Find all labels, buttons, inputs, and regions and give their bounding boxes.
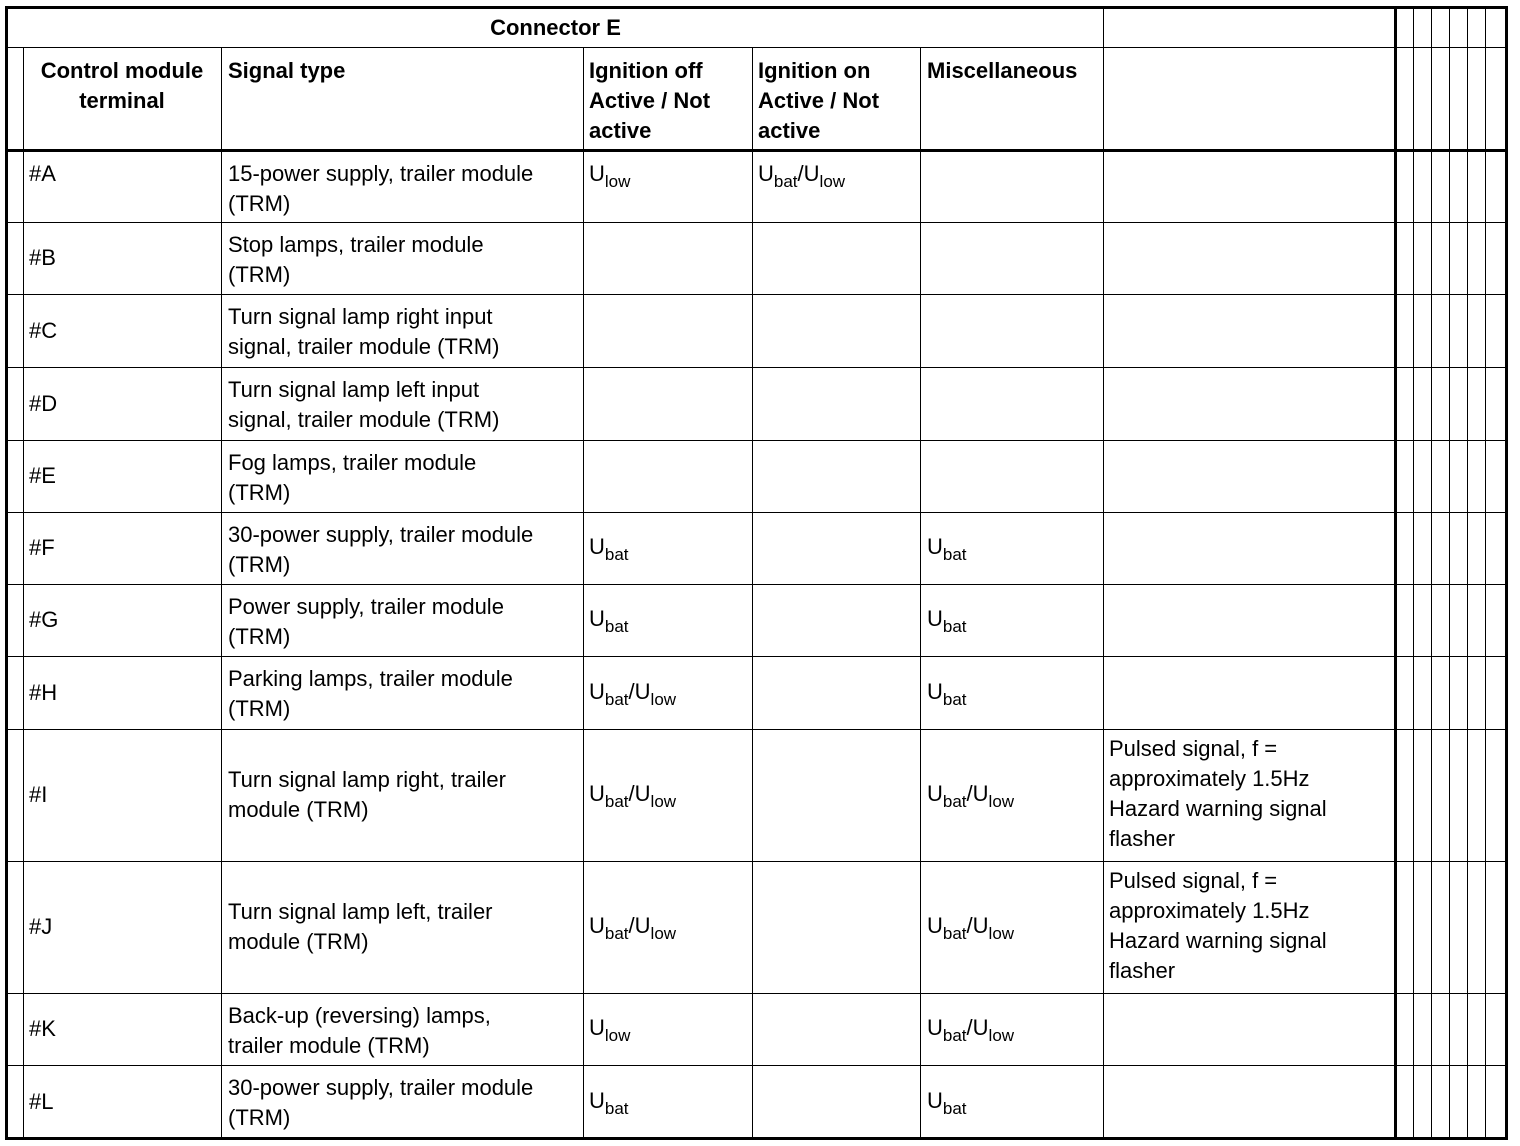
row-divider: [8, 861, 1506, 862]
note-line: flasher: [1109, 958, 1176, 983]
ignition-off-value: [589, 584, 629, 656]
voltage-symbol: U: [634, 913, 651, 938]
row-divider: [8, 993, 1506, 994]
terminal-cell: #I: [29, 782, 48, 807]
header-ign-on-line: active: [758, 118, 821, 143]
voltage-subscript: low: [988, 1026, 1015, 1045]
voltage-value: [927, 911, 1014, 943]
voltage-symbol: U: [589, 781, 605, 806]
voltage-value: [589, 161, 631, 191]
miscellaneous-value: [927, 584, 967, 656]
voltage-value: [927, 604, 967, 636]
revision-column-divider: [1467, 8, 1468, 1138]
separator: /: [628, 678, 635, 704]
margin-column-divider: [23, 48, 24, 1138]
miscellaneous-value: [927, 656, 967, 729]
voltage-value: [589, 1013, 630, 1045]
signal-line: (TRM): [228, 480, 291, 505]
revision-column-divider: [1485, 8, 1486, 1138]
header-ignition-off: [589, 56, 710, 146]
signal-type-cell: [228, 230, 484, 290]
signal-line: Turn signal lamp right, trailer: [228, 767, 506, 792]
voltage-value: [927, 1086, 967, 1118]
note-cell: [1109, 734, 1327, 854]
signal-type-cell: [228, 1001, 491, 1061]
signal-line: (TRM): [228, 191, 291, 216]
voltage-symbol: U: [589, 534, 605, 559]
ign-off-column-divider: [583, 48, 584, 1138]
revision-column-divider: [1449, 8, 1450, 1138]
voltage-symbol: U: [758, 161, 774, 186]
voltage-symbol: U: [927, 1087, 943, 1113]
voltage-subscript: low: [988, 924, 1015, 943]
row-divider: [8, 656, 1506, 657]
note-line: Pulsed signal, f =: [1109, 736, 1278, 761]
signal-type-cell: [228, 592, 504, 652]
voltage-symbol: U: [927, 534, 943, 559]
voltage-value: [927, 1013, 1014, 1045]
signal-line: Parking lamps, trailer module: [228, 666, 513, 691]
terminal-cell: #H: [29, 679, 58, 705]
voltage-symbol: U: [589, 161, 605, 186]
row-divider: [8, 1065, 1506, 1066]
row-divider: [8, 440, 1506, 441]
voltage-value: [589, 532, 629, 564]
voltage-subscript: low: [604, 1026, 631, 1045]
voltage-subscript: low: [988, 792, 1015, 811]
separator: /: [966, 1015, 973, 1040]
misc-column-divider: [920, 48, 921, 1138]
header-ign-off-line: Active / Not: [589, 88, 711, 113]
header-ign-off-line: Ignition off: [589, 58, 703, 83]
signal-line: (TRM): [228, 624, 291, 649]
voltage-subscript: low: [650, 792, 677, 811]
voltage-symbol: U: [972, 1015, 989, 1040]
note-line: approximately 1.5Hz: [1109, 898, 1310, 923]
signal-type-cell: [228, 448, 476, 508]
separator: /: [966, 781, 973, 806]
signal-line: trailer module (TRM): [228, 1033, 430, 1058]
voltage-symbol: U: [589, 1087, 605, 1113]
signal-line: (TRM): [228, 1105, 291, 1130]
header-terminal-line: terminal: [79, 88, 165, 113]
signal-type-cell: [228, 897, 493, 957]
voltage-symbol: U: [803, 161, 820, 186]
note-column-divider: [1103, 8, 1104, 1138]
revision-column-divider: [1431, 8, 1432, 1138]
row-divider: [8, 222, 1506, 223]
ignition-off-value: [589, 861, 676, 993]
note-line: flasher: [1109, 826, 1176, 851]
voltage-subscript: bat: [942, 1026, 967, 1045]
voltage-subscript: low: [650, 924, 677, 943]
note-line: Hazard warning signal: [1109, 796, 1327, 821]
signal-line: Turn signal lamp left input: [228, 377, 480, 402]
voltage-subscript: low: [819, 172, 846, 191]
note-line: Pulsed signal, f =: [1109, 868, 1278, 893]
signal-line: 30-power supply, trailer module: [228, 522, 534, 547]
voltage-symbol: U: [927, 913, 943, 938]
voltage-subscript: bat: [942, 924, 967, 943]
signal-line: 30-power supply, trailer module: [228, 1075, 534, 1100]
ignition-off-value: [589, 159, 630, 230]
header-ignition-on: [758, 56, 879, 146]
terminal-cell: #E: [29, 463, 56, 488]
terminal-cell: #F: [29, 535, 55, 560]
voltage-value: [589, 604, 629, 636]
signal-line: module (TRM): [228, 797, 369, 822]
signal-line: Turn signal lamp left, trailer: [228, 899, 493, 924]
revision-column-divider: [1394, 8, 1397, 1138]
voltage-value: [758, 161, 846, 191]
signal-line: Stop lamps, trailer module: [228, 232, 484, 257]
separator: /: [628, 781, 635, 806]
voltage-symbol: U: [634, 678, 651, 704]
row-divider: [8, 294, 1506, 295]
signal-type-cell: [228, 375, 499, 435]
voltage-symbol: U: [589, 913, 605, 938]
signal-line: signal, trailer module (TRM): [228, 407, 500, 432]
signal-line: Power supply, trailer module: [228, 594, 504, 619]
header-ign-on-line: Ignition on: [758, 58, 871, 83]
connector-title: Connector E: [490, 15, 621, 40]
signal-type-cell: [228, 664, 513, 724]
revision-column-divider: [1413, 8, 1414, 1138]
header-row-divider: [8, 149, 1506, 152]
voltage-symbol: U: [927, 781, 943, 806]
terminal-cell: #C: [29, 317, 58, 343]
voltage-subscript: bat: [773, 172, 798, 191]
signal-type-cell: [228, 159, 533, 219]
separator: /: [966, 913, 973, 938]
signal-type-cell: [228, 1073, 533, 1133]
voltage-subscript: bat: [942, 689, 967, 709]
ignition-on-value: [758, 159, 845, 230]
ignition-off-value: [589, 729, 676, 861]
terminal-cell: #D: [29, 390, 58, 416]
ignition-off-value: [589, 993, 630, 1065]
voltage-value: [589, 779, 676, 811]
signal-line: 15-power supply, trailer module: [228, 161, 534, 186]
miscellaneous-value: [927, 1065, 967, 1138]
separator: /: [628, 913, 635, 938]
header-terminal-line: Control module: [40, 58, 204, 83]
separator: /: [797, 161, 804, 186]
voltage-subscript: low: [650, 689, 677, 709]
voltage-symbol: U: [927, 606, 943, 631]
ignition-off-value: [589, 1065, 629, 1138]
signal-column-divider: [221, 48, 222, 1138]
row-divider: [8, 584, 1506, 585]
terminal-cell: #J: [29, 914, 53, 939]
voltage-symbol: U: [589, 1015, 605, 1040]
terminal-cell: #A: [29, 161, 56, 186]
note-cell: [1109, 866, 1327, 986]
signal-type-cell: [228, 765, 506, 825]
voltage-symbol: U: [972, 781, 989, 806]
voltage-subscript: bat: [604, 617, 629, 636]
voltage-symbol: U: [589, 606, 605, 631]
voltage-value: [589, 1086, 629, 1118]
note-line: Hazard warning signal: [1109, 928, 1327, 953]
voltage-subscript: low: [604, 172, 631, 191]
terminal-cell: #G: [29, 607, 59, 632]
voltage-subscript: bat: [942, 617, 967, 636]
voltage-value: [927, 677, 967, 709]
voltage-subscript: bat: [942, 1098, 967, 1118]
row-divider: [8, 367, 1506, 368]
terminal-cell: #K: [29, 1016, 56, 1041]
voltage-value: [589, 677, 676, 709]
header-signal-type: Signal type: [228, 58, 346, 83]
voltage-value: [589, 911, 676, 943]
terminal-cell: #B: [29, 245, 56, 270]
voltage-subscript: bat: [604, 1098, 629, 1118]
voltage-subscript: bat: [604, 689, 629, 709]
signal-type-cell: [228, 302, 499, 362]
signal-line: signal, trailer module (TRM): [228, 334, 500, 359]
voltage-symbol: U: [972, 913, 989, 938]
ignition-off-value: [589, 512, 629, 584]
signal-line: Fog lamps, trailer module: [228, 450, 477, 475]
miscellaneous-value: [927, 729, 1014, 861]
signal-line: Turn signal lamp right input: [228, 304, 493, 329]
row-divider: [8, 512, 1506, 513]
voltage-symbol: U: [589, 678, 605, 704]
signal-line: (TRM): [228, 262, 291, 287]
voltage-subscript: bat: [604, 545, 629, 564]
voltage-subscript: bat: [604, 924, 629, 943]
row-divider: [8, 729, 1506, 730]
miscellaneous-value: [927, 512, 967, 584]
voltage-value: [927, 779, 1014, 811]
voltage-subscript: bat: [942, 545, 967, 564]
voltage-subscript: bat: [604, 792, 629, 811]
voltage-symbol: U: [927, 678, 943, 704]
signal-line: (TRM): [228, 696, 291, 721]
note-line: approximately 1.5Hz: [1109, 766, 1310, 791]
ign-on-column-divider: [752, 48, 753, 1138]
voltage-symbol: U: [927, 1015, 943, 1040]
voltage-symbol: U: [634, 781, 651, 806]
signal-line: Back-up (reversing) lamps,: [228, 1003, 491, 1028]
miscellaneous-value: [927, 861, 1014, 993]
miscellaneous-value: [927, 993, 1014, 1065]
header-ign-on-line: Active / Not: [758, 88, 880, 113]
ignition-off-value: [589, 656, 676, 729]
terminal-cell: #L: [29, 1088, 54, 1114]
header-miscellaneous: Miscellaneous: [927, 58, 1078, 83]
signal-line: (TRM): [228, 552, 291, 577]
signal-line: module (TRM): [228, 929, 369, 954]
header-control-module-terminal: [23, 56, 221, 116]
header-ign-off-line: active: [589, 118, 652, 143]
signal-type-cell: [228, 520, 533, 580]
voltage-value: [927, 532, 967, 564]
title-row-divider: [8, 47, 1506, 48]
voltage-subscript: bat: [942, 792, 967, 811]
